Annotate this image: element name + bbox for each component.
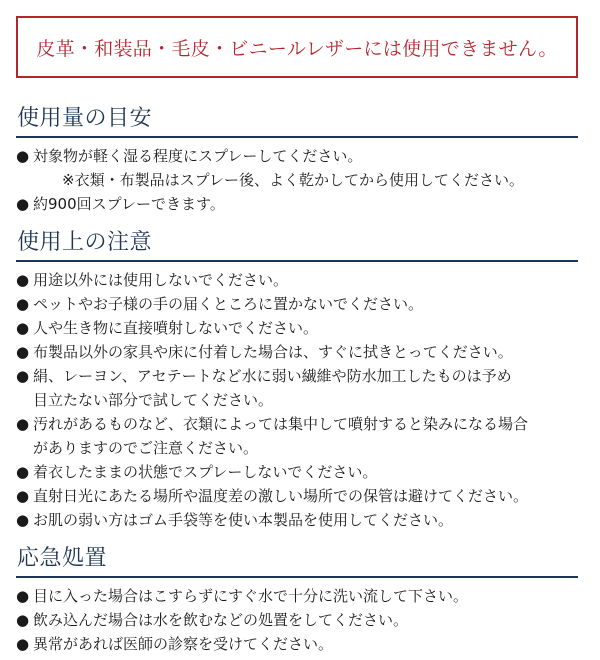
item-list [16,144,578,216]
list-item [16,292,578,316]
item-text: 直射日光にあたる場所や温度差の激しい場所での保管は避けてください。 [33,487,529,505]
section-heading: 応急処置 [16,544,578,578]
bullet-icon: ● [16,463,30,481]
section-heading: 使用上の注意 [16,228,578,262]
item-text-continued: がありますのでご注意ください。 [33,439,259,457]
list-item-note [16,168,578,192]
bullet-icon: ● [16,611,30,629]
bullet-icon: ● [16,295,30,313]
item-text: 飲み込んだ場合は水を飲むなどの処置をしてください。 [33,611,409,629]
bullet-icon: ● [16,415,30,433]
list-item [16,632,578,656]
item-list [16,584,578,656]
bullet-icon: ● [16,343,30,361]
list-item [16,508,578,532]
bullet-icon: ● [16,147,30,165]
list-item [16,144,578,168]
list-item [16,192,578,216]
list-item [16,412,578,460]
section-precautions [16,228,578,532]
bullet-icon: ● [16,367,30,385]
item-text: 着衣したままの状態でスプレーしないでください。 [33,463,378,481]
item-text: 絹、レーヨン、アセテートなど水に弱い繊維や防水加工したものは予め [33,367,512,385]
item-text: 用途以外には使用しないでください。 [33,271,289,289]
item-text-continued: 目立たない部分で試してください。 [33,391,274,409]
bullet-icon: ● [16,587,30,605]
warning-box [16,16,578,78]
item-text: 目に入った場合はこすらずにすぐ水で十分に洗い流して下さい。 [33,587,469,605]
item-text: 汚れがあるものなど、衣類によっては集中して噴射すると染みになる場合 [33,415,529,433]
list-item [16,268,578,292]
list-item [16,460,578,484]
item-text: 約900回スプレーできます。 [33,195,225,213]
item-text: 異常があれば医師の診察を受けてください。 [33,635,334,653]
section-heading: 使用量の目安 [16,104,578,138]
bullet-icon: ● [16,271,30,289]
item-text: ※衣類・布製品はスプレー後、よく乾かしてから使用してください。 [62,171,524,189]
section-first-aid [16,544,578,656]
bullet-icon: ● [16,487,30,505]
list-item [16,316,578,340]
list-item [16,584,578,608]
item-text: ペットやお子様の手の届くところに置かないでください。 [33,295,424,313]
warning-text: 皮革・和装品・毛皮・ビニールレザーには使用できません。 [36,37,558,60]
item-text: 人や生き物に直接噴射しないでください。 [33,319,319,337]
list-item [16,484,578,508]
item-text: お肌の弱い方はゴム手袋等を使い本製品を使用してください。 [33,511,454,529]
bullet-icon: ● [16,319,30,337]
item-list [16,268,578,532]
bullet-icon: ● [16,511,30,529]
list-item [16,608,578,632]
bullet-icon: ● [16,195,30,213]
item-text: 対象物が軽く湿る程度にスプレーしてください。 [33,147,363,165]
section-usage-amount [16,104,578,216]
item-text: 布製品以外の家具や床に付着した場合は、すぐに拭きとってください。 [33,343,513,361]
list-item [16,364,578,412]
bullet-icon: ● [16,635,30,653]
list-item [16,340,578,364]
